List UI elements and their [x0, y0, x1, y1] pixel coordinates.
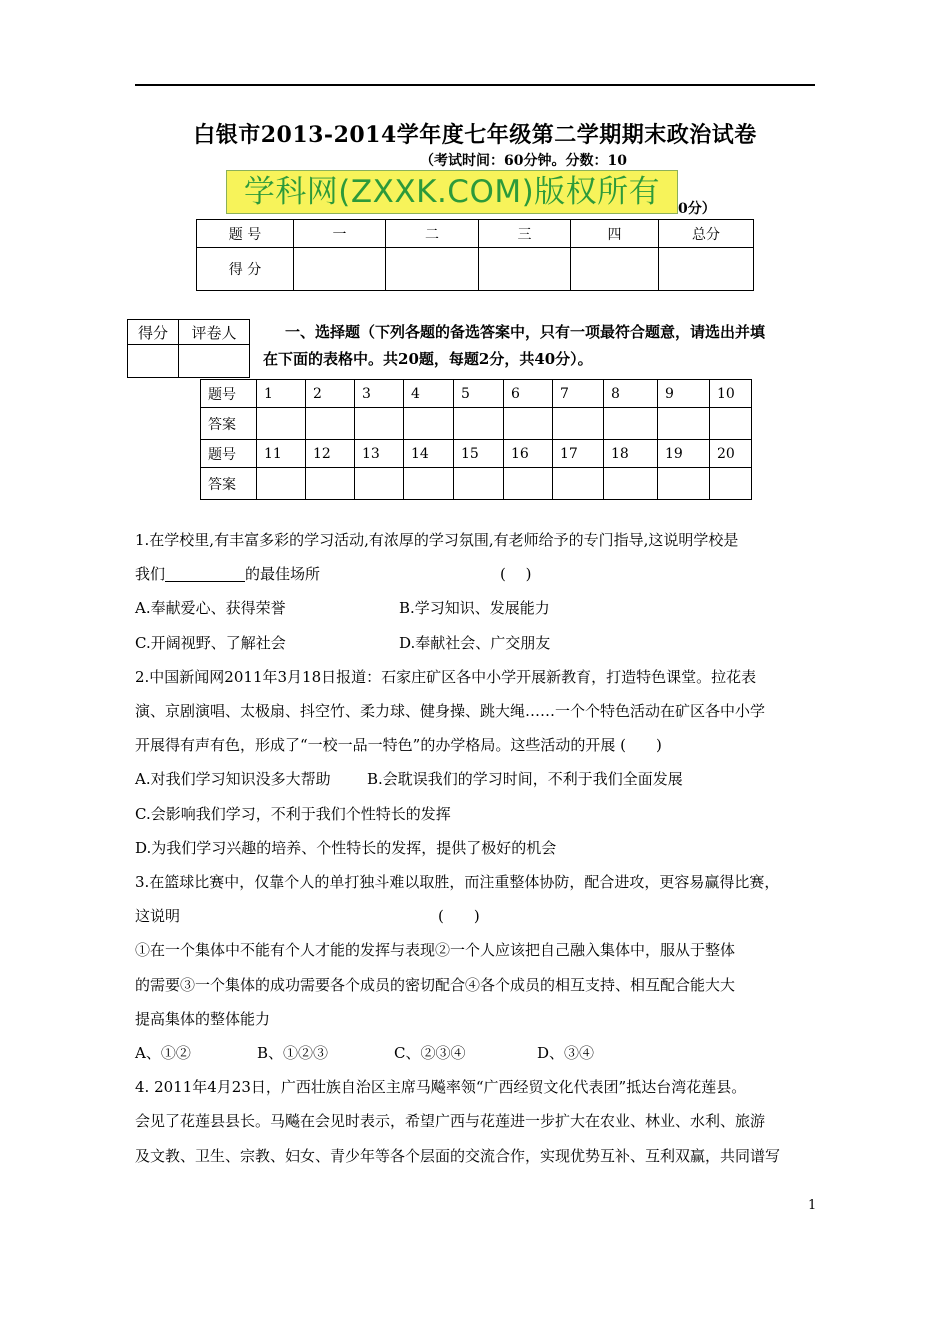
- option-a: A.奉献爱心、获得荣誉: [135, 599, 286, 618]
- question-number: 13: [355, 440, 404, 468]
- q2-line: 开展得有声有色，形成了“一校一品一特色”的办学格局。这些活动的开展 ( ): [135, 736, 662, 755]
- score-header-cell: 总分: [659, 220, 754, 248]
- answer-cell[interactable]: [257, 408, 306, 440]
- score-row-label: 得 分: [197, 248, 294, 291]
- question-number: 9: [658, 380, 710, 408]
- score-input-cell[interactable]: [479, 248, 571, 291]
- answer-cell[interactable]: [658, 408, 710, 440]
- grader-name-cell[interactable]: [179, 345, 250, 378]
- option-d: D.奉献社会、广交朋友: [399, 633, 551, 652]
- answer-cell[interactable]: [355, 468, 404, 500]
- option-c: C.会影响我们学习，不利于我们个性特长的发挥: [135, 804, 451, 823]
- section-1-instructions: [263, 319, 823, 373]
- q1-line: [135, 557, 835, 591]
- answer-label: 答案: [201, 408, 257, 440]
- question-number: 11: [257, 440, 306, 468]
- score-header-cell: 三: [479, 220, 571, 248]
- answer-cell[interactable]: [553, 408, 604, 440]
- score-header-cell: 四: [571, 220, 659, 248]
- q1-options: [135, 626, 835, 660]
- option-c: C、②③④: [394, 1044, 466, 1063]
- question-number: 18: [604, 440, 658, 468]
- answer-label: 答案: [201, 468, 257, 500]
- question-number: 6: [504, 380, 553, 408]
- question-number: 2: [306, 380, 355, 408]
- q1-paren: ( ): [500, 565, 532, 584]
- page-title: 白银市2013-2014学年度七年级第二学期期末政治试卷: [193, 122, 757, 148]
- q2-line: 演、京剧演唱、太极扇、抖空竹、柔力球、健身操、跳大绳……一个个特色活动在矿区各中小学: [135, 702, 766, 721]
- score-input-cell[interactable]: [294, 248, 386, 291]
- answer-cell[interactable]: [604, 468, 658, 500]
- q3-line: [135, 899, 835, 933]
- score-table: [196, 219, 754, 291]
- q2-line: 2.中国新闻网2011年3月18日报道：石家庄矿区各中小学开展新教育，打造特色课堂。拉花表: [135, 667, 757, 686]
- option-a: A.对我们学习知识没多大帮助: [135, 770, 331, 789]
- q3-line: 3.在篮球比赛中，仅靠个人的单打独斗难以取胜，而注重整体协防，配合进攻，更容易赢得比赛，: [135, 873, 780, 892]
- answer-cell[interactable]: [306, 408, 355, 440]
- answer-cell[interactable]: [454, 408, 504, 440]
- answer-cell[interactable]: [454, 468, 504, 500]
- q3-line: ①在一个集体中不能有个人才能的发挥与表现②一个人应该把自己融入集体中，服从于整体: [135, 941, 736, 960]
- answer-cell[interactable]: [355, 408, 404, 440]
- answer-table: [200, 379, 752, 500]
- answer-cell[interactable]: [504, 408, 553, 440]
- question-number: 14: [404, 440, 454, 468]
- answer-num-label: 题号: [201, 380, 257, 408]
- q2-options: [135, 762, 835, 796]
- score-input-cell[interactable]: [386, 248, 479, 291]
- score-input-cell[interactable]: [571, 248, 659, 291]
- question-number: 8: [604, 380, 658, 408]
- answer-cell[interactable]: [504, 468, 553, 500]
- watermark-banner: 学科网(ZXXK.COM)版权所有: [226, 170, 678, 214]
- grader-box: [127, 319, 250, 378]
- q1-line: 1.在学校里,有丰富多彩的学习活动,有浓厚的学习氛围,有老师给予的专门指导,这说明学校是: [135, 531, 739, 549]
- option-a: A、①②: [135, 1044, 191, 1063]
- option-c: C.开阔视野、了解社会: [135, 633, 286, 652]
- question-number: 10: [710, 380, 752, 408]
- exam-info-end: 0分）: [678, 201, 716, 217]
- question-number: 19: [658, 440, 710, 468]
- score-header-cell: 题 号: [197, 220, 294, 248]
- header-rule: [135, 84, 815, 86]
- answer-cell[interactable]: [257, 468, 306, 500]
- answer-num-label: 题号: [201, 440, 257, 468]
- exam-info: （考试时间：60分钟。分数：10: [420, 153, 627, 169]
- option-b: B、①②③: [257, 1044, 329, 1063]
- page-number: 1: [808, 1198, 817, 1213]
- q1-text: 的最佳场所: [245, 565, 321, 584]
- question-number: 5: [454, 380, 504, 408]
- section-1-line-2: 在下面的表格中。共20题，每题2分，共40分）。: [263, 350, 593, 368]
- option-d: D、③④: [537, 1044, 595, 1063]
- question-number: 17: [553, 440, 604, 468]
- option-d: D.为我们学习兴趣的培养、个性特长的发挥，提供了极好的机会: [135, 838, 557, 857]
- answer-cell[interactable]: [710, 408, 752, 440]
- question-number: 15: [454, 440, 504, 468]
- q4-line: 会见了花莲县县长。马飚在会见时表示，希望广西与花莲进一步扩大在农业、林业、水利、旅游: [135, 1112, 766, 1131]
- score-header-cell: 二: [386, 220, 479, 248]
- q3-options: [135, 1036, 835, 1070]
- grader-score-label: 得分: [128, 320, 179, 345]
- questions-body: [135, 523, 835, 1173]
- q4-line: 及文教、卫生、宗教、妇女、青少年等各个层面的交流合作，实现优势互补、互利双赢，共同谱写: [135, 1146, 781, 1165]
- q3-line: 提高集体的整体能力: [135, 1009, 271, 1028]
- question-number: 12: [306, 440, 355, 468]
- answer-cell[interactable]: [306, 468, 355, 500]
- question-number: 3: [355, 380, 404, 408]
- q3-text: 这说明: [135, 907, 181, 926]
- question-number: 16: [504, 440, 553, 468]
- question-number: 1: [257, 380, 306, 408]
- section-1-line-1: 一、选择题（下列各题的备选答案中，只有一项最符合题意，请选出并填: [285, 323, 766, 341]
- answer-cell[interactable]: [658, 468, 710, 500]
- answer-blank: [165, 563, 245, 582]
- q1-text: 我们: [135, 565, 166, 584]
- option-b: B.学习知识、发展能力: [399, 599, 550, 618]
- q3-line: 的需要③一个集体的成功需要各个成员的密切配合④各个成员的相互支持、相互配合能大大: [135, 975, 736, 994]
- grader-score-cell[interactable]: [128, 345, 179, 378]
- q1-options: [135, 591, 835, 625]
- answer-cell[interactable]: [710, 468, 752, 500]
- answer-cell[interactable]: [404, 408, 454, 440]
- question-number: 7: [553, 380, 604, 408]
- score-header-cell: 一: [294, 220, 386, 248]
- q3-paren: ( ): [438, 907, 480, 926]
- q4-line: 4. 2011年4月23日，广西壮族自治区主席马飚率领“广西经贸文化代表团”抵达台湾花莲县。: [135, 1078, 747, 1097]
- option-b: B.会耽误我们的学习时间，不利于我们全面发展: [367, 770, 683, 789]
- score-input-cell[interactable]: [659, 248, 754, 291]
- answer-cell[interactable]: [404, 468, 454, 500]
- question-number: 4: [404, 380, 454, 408]
- answer-cell[interactable]: [553, 468, 604, 500]
- grader-name-label: 评卷人: [179, 320, 250, 345]
- question-number: 20: [710, 440, 752, 468]
- answer-cell[interactable]: [604, 408, 658, 440]
